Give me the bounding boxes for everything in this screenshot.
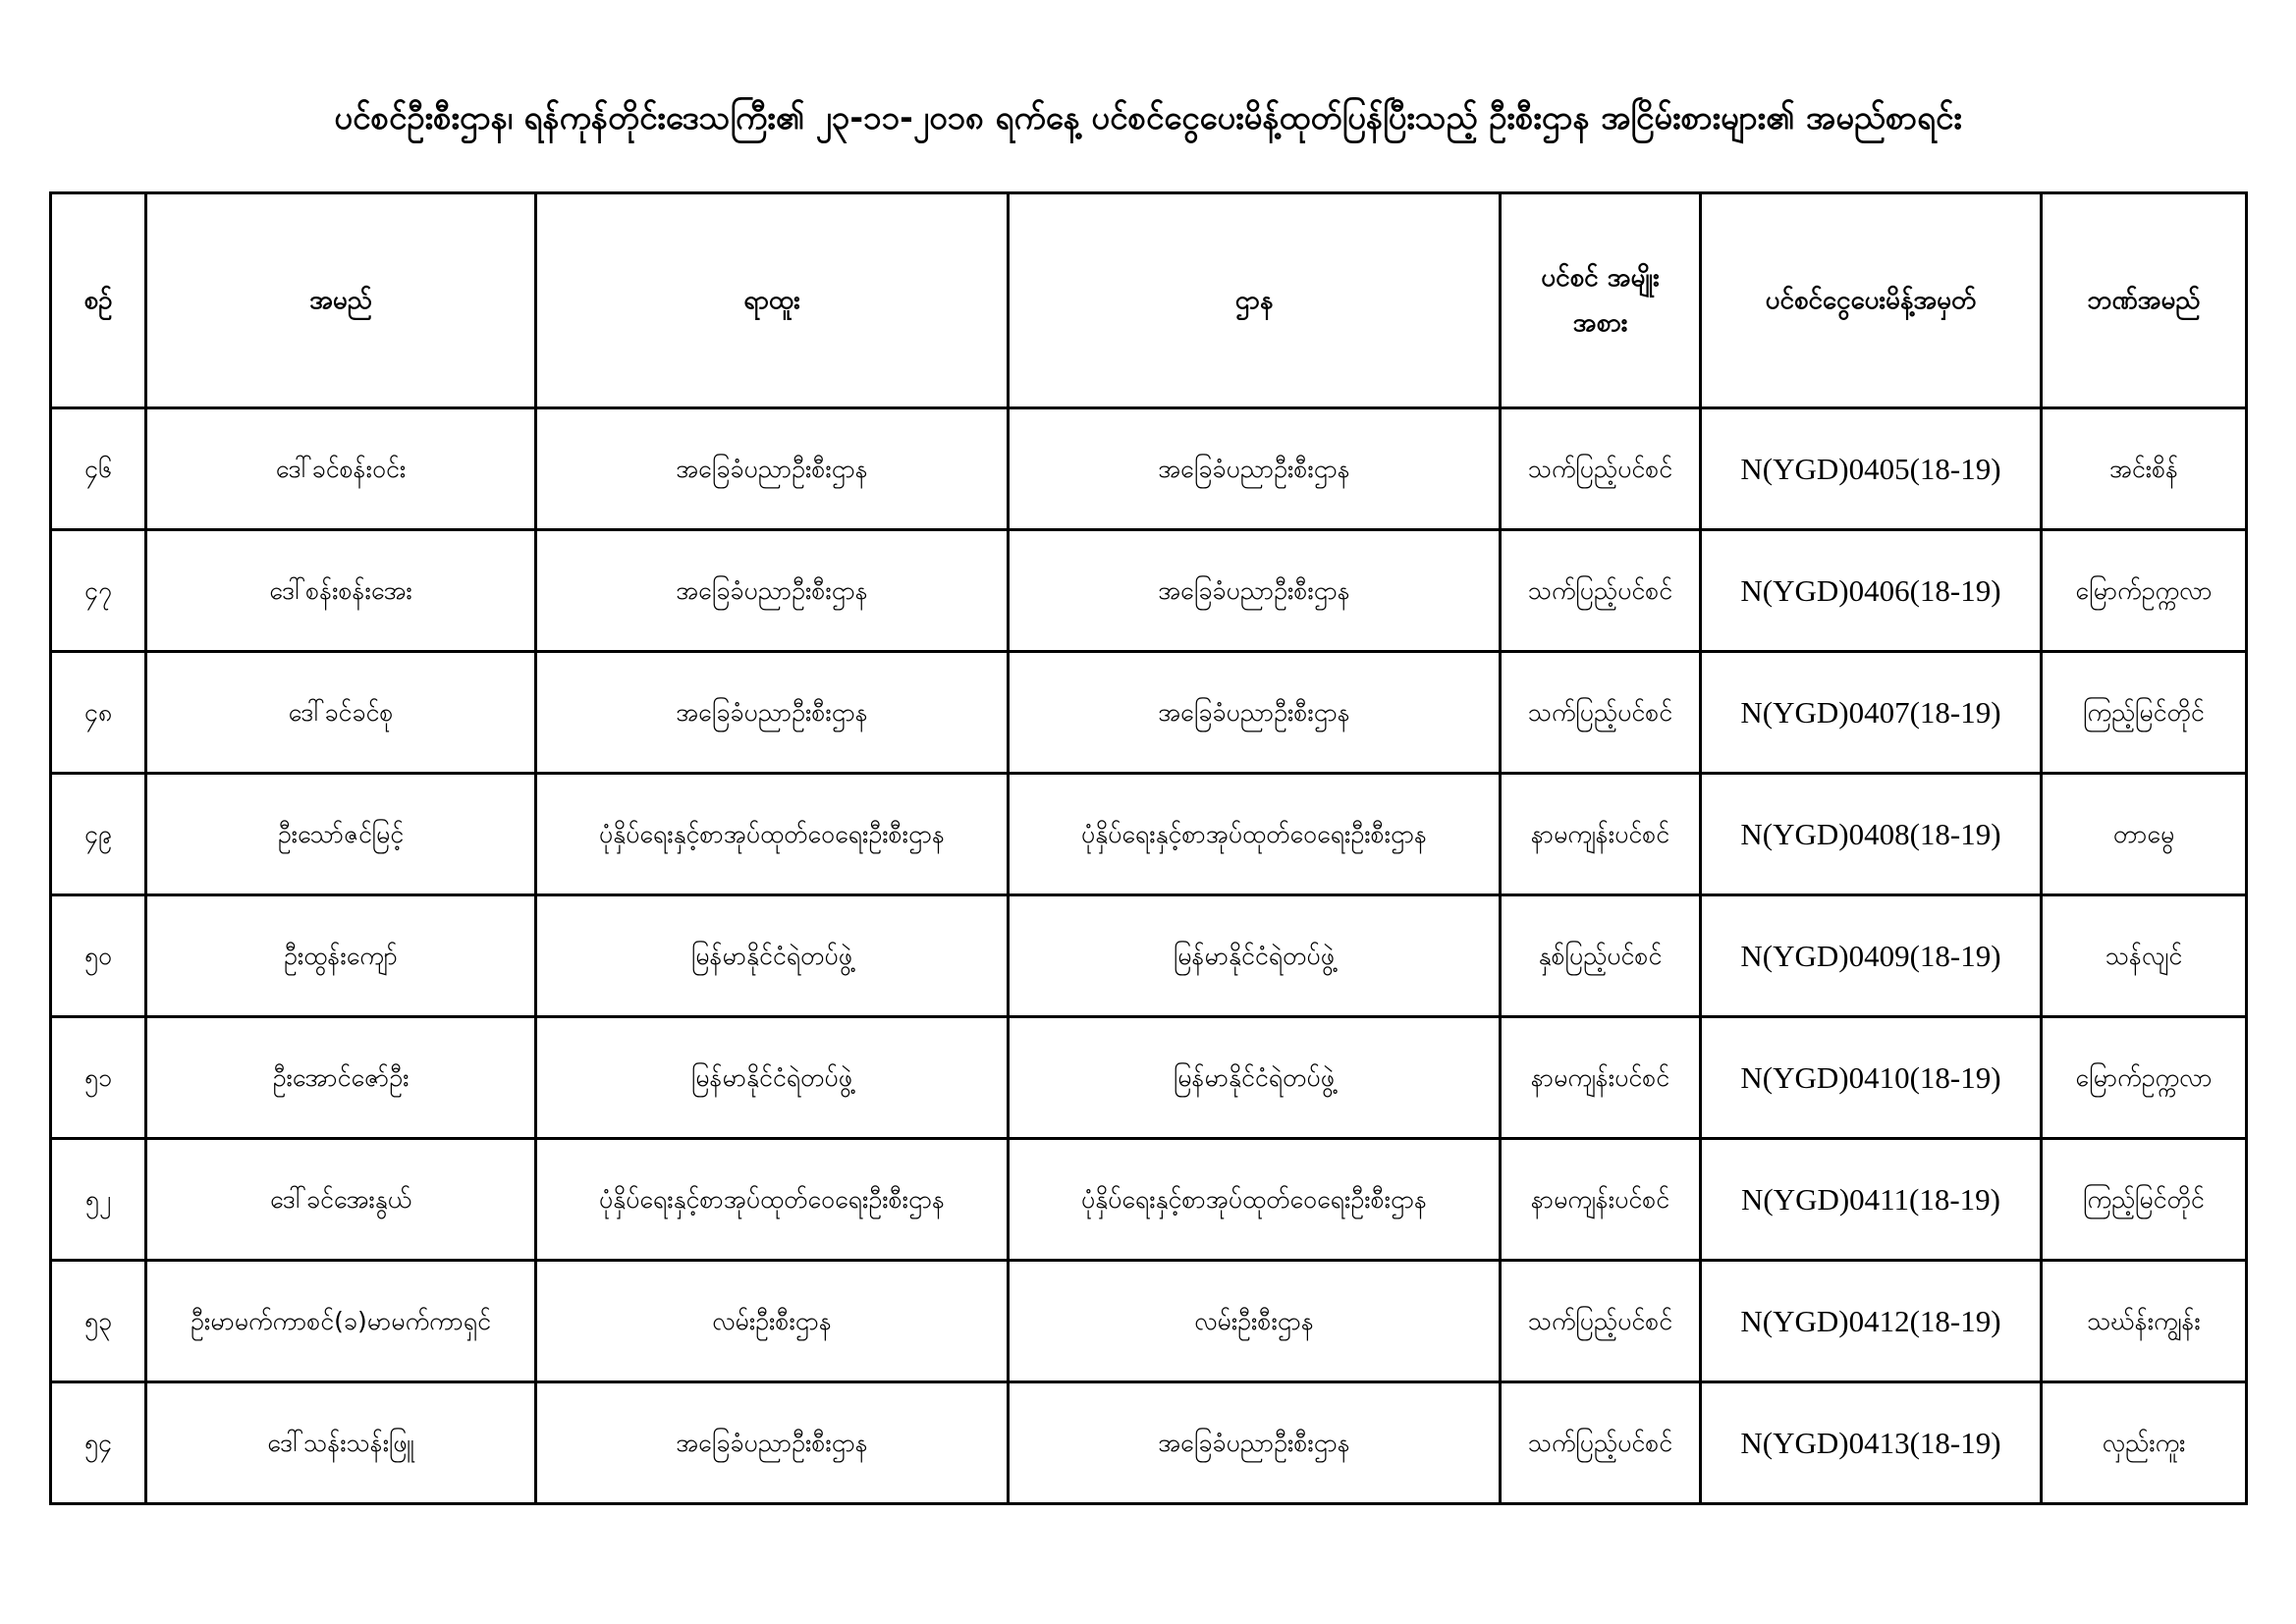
- cell-position: အခြေခံပညာဦးစီးဌာန: [536, 408, 1009, 530]
- cell-serial: ၄၉: [51, 774, 146, 895]
- cell-bank-name: တာမွေ: [2042, 774, 2247, 895]
- cell-department: ပုံနှိပ်ရေးနှင့်စာအုပ်ထုတ်ဝေရေးဦးစီးဌာန: [1009, 774, 1501, 895]
- cell-department: အခြေခံပညာဦးစီးဌာန: [1009, 530, 1501, 652]
- cell-pension-order-no: N(YGD)0409(18-19): [1701, 895, 2042, 1017]
- cell-name: ဦးသော်ဇင်မြင့်: [146, 774, 536, 895]
- cell-pension-order-no: N(YGD)0410(18-19): [1701, 1017, 2042, 1139]
- cell-pension-type: သက်ပြည့်ပင်စင်: [1501, 1261, 1701, 1382]
- cell-position: မြန်မာနိုင်ငံရဲတပ်ဖွဲ့: [536, 1017, 1009, 1139]
- cell-pension-type: သက်ပြည့်ပင်စင်: [1501, 652, 1701, 774]
- table-row: [51, 652, 2247, 774]
- cell-serial: ၅၂: [51, 1139, 146, 1261]
- table-row: [51, 530, 2247, 652]
- cell-department: အခြေခံပညာဦးစီးဌာန: [1009, 1382, 1501, 1504]
- cell-department: အခြေခံပညာဦးစီးဌာန: [1009, 408, 1501, 530]
- header-row: [51, 193, 2247, 408]
- cell-bank-name: လှည်းကူး: [2042, 1382, 2247, 1504]
- cell-pension-type: နာမကျန်းပင်စင်: [1501, 774, 1701, 895]
- table-row: [51, 895, 2247, 1017]
- cell-pension-type: သက်ပြည့်ပင်စင်: [1501, 1382, 1701, 1504]
- cell-name: ဦးမာမက်ကာစင်(ခ)မာမက်ကာရှင်: [146, 1261, 536, 1382]
- cell-pension-type: သက်ပြည့်ပင်စင်: [1501, 408, 1701, 530]
- table-body: [51, 408, 2247, 1504]
- table-row: [51, 408, 2247, 530]
- cell-name: ဦးထွန်းကျော်: [146, 895, 536, 1017]
- cell-serial: ၅၃: [51, 1261, 146, 1382]
- col-header-bank-name: ဘဏ်အမည်: [2042, 193, 2247, 408]
- cell-name: ဒေါ်ခင်စန်းဝင်း: [146, 408, 536, 530]
- cell-bank-name: အင်းစိန်: [2042, 408, 2247, 530]
- cell-department: မြန်မာနိုင်ငံရဲတပ်ဖွဲ့: [1009, 1017, 1501, 1139]
- cell-serial: ၅၁: [51, 1017, 146, 1139]
- cell-pension-type: နာမကျန်းပင်စင်: [1501, 1017, 1701, 1139]
- cell-pension-order-no: N(YGD)0412(18-19): [1701, 1261, 2042, 1382]
- cell-bank-name: သဃ်န်းကျွန်း: [2042, 1261, 2247, 1382]
- cell-serial: ၄၆: [51, 408, 146, 530]
- document-title: ပင်စင်ဦးစီးဌာန၊ ရန်ကုန်တိုင်းဒေသကြီး၏ ၂၃-၁၁-၂၀၁၈ ရက်နေ့ ပင်စင်ငွေပေးမိန့်ထုတ်ပြန်ပြီးသည့် ဦးစီးဌာန အငြိမ်းစားများ၏ အမည်စာရင်း: [334, 98, 1962, 136]
- table-header: [51, 193, 2247, 408]
- col-header-position: ရာထူး: [536, 193, 1009, 408]
- cell-name: ဒေါ်စန်းစန်းအေး: [146, 530, 536, 652]
- cell-department: အခြေခံပညာဦးစီးဌာန: [1009, 652, 1501, 774]
- cell-pension-type: သက်ပြည့်ပင်စင်: [1501, 530, 1701, 652]
- cell-position: လမ်းဦးစီးဌာန: [536, 1261, 1009, 1382]
- cell-pension-order-no: N(YGD)0411(18-19): [1701, 1139, 2042, 1261]
- cell-name: ဒေါ်ခင်ခင်စု: [146, 652, 536, 774]
- cell-name: ဦးအောင်ဇော်ဦး: [146, 1017, 536, 1139]
- col-header-name: အမည်: [146, 193, 536, 408]
- cell-position: အခြေခံပညာဦးစီးဌာန: [536, 1382, 1009, 1504]
- cell-pension-type: နှစ်ပြည့်ပင်စင်: [1501, 895, 1701, 1017]
- cell-position: ပုံနှိပ်ရေးနှင့်စာအုပ်ထုတ်ဝေရေးဦးစီးဌာန: [536, 774, 1009, 895]
- cell-bank-name: မြောက်ဥက္ကလာ: [2042, 530, 2247, 652]
- cell-pension-type: နာမကျန်းပင်စင်: [1501, 1139, 1701, 1261]
- table-row: [51, 1017, 2247, 1139]
- col-header-pension-order-no: ပင်စင်ငွေပေးမိန့်အမှတ်: [1701, 193, 2042, 408]
- cell-pension-order-no: N(YGD)0413(18-19): [1701, 1382, 2042, 1504]
- col-header-department: ဌာန: [1009, 193, 1501, 408]
- cell-serial: ၅၀: [51, 895, 146, 1017]
- cell-department: ပုံနှိပ်ရေးနှင့်စာအုပ်ထုတ်ဝေရေးဦးစီးဌာန: [1009, 1139, 1501, 1261]
- cell-name: ဒေါ်ခင်အေးနွယ်: [146, 1139, 536, 1261]
- cell-bank-name: သန်လျင်: [2042, 895, 2247, 1017]
- cell-bank-name: မြောက်ဥက္ကလာ: [2042, 1017, 2247, 1139]
- cell-pension-order-no: N(YGD)0405(18-19): [1701, 408, 2042, 530]
- cell-bank-name: ကြည့်မြင်တိုင်: [2042, 652, 2247, 774]
- cell-serial: ၅၄: [51, 1382, 146, 1504]
- cell-pension-order-no: N(YGD)0408(18-19): [1701, 774, 2042, 895]
- cell-serial: ၄၇: [51, 530, 146, 652]
- table-row: [51, 774, 2247, 895]
- cell-department: မြန်မာနိုင်ငံရဲတပ်ဖွဲ့: [1009, 895, 1501, 1017]
- table-row: [51, 1382, 2247, 1504]
- cell-position: မြန်မာနိုင်ငံရဲတပ်ဖွဲ့: [536, 895, 1009, 1017]
- cell-position: အခြေခံပညာဦးစီးဌာန: [536, 652, 1009, 774]
- cell-bank-name: ကြည့်မြင်တိုင်: [2042, 1139, 2247, 1261]
- cell-pension-order-no: N(YGD)0406(18-19): [1701, 530, 2042, 652]
- cell-department: လမ်းဦးစီးဌာန: [1009, 1261, 1501, 1382]
- col-header-pension-type: ပင်စင် အမျိုး အစား: [1501, 193, 1701, 408]
- table-row: [51, 1139, 2247, 1261]
- cell-position: အခြေခံပညာဦးစီးဌာန: [536, 530, 1009, 652]
- table-row: [51, 1261, 2247, 1382]
- pensioner-table: [49, 191, 2248, 1505]
- cell-pension-order-no: N(YGD)0407(18-19): [1701, 652, 2042, 774]
- cell-serial: ၄၈: [51, 652, 146, 774]
- cell-name: ဒေါ်သန်းသန်းဖြူ: [146, 1382, 536, 1504]
- cell-position: ပုံနှိပ်ရေးနှင့်စာအုပ်ထုတ်ဝေရေးဦးစီးဌာန: [536, 1139, 1009, 1261]
- col-header-serial: စဥ်: [51, 193, 146, 408]
